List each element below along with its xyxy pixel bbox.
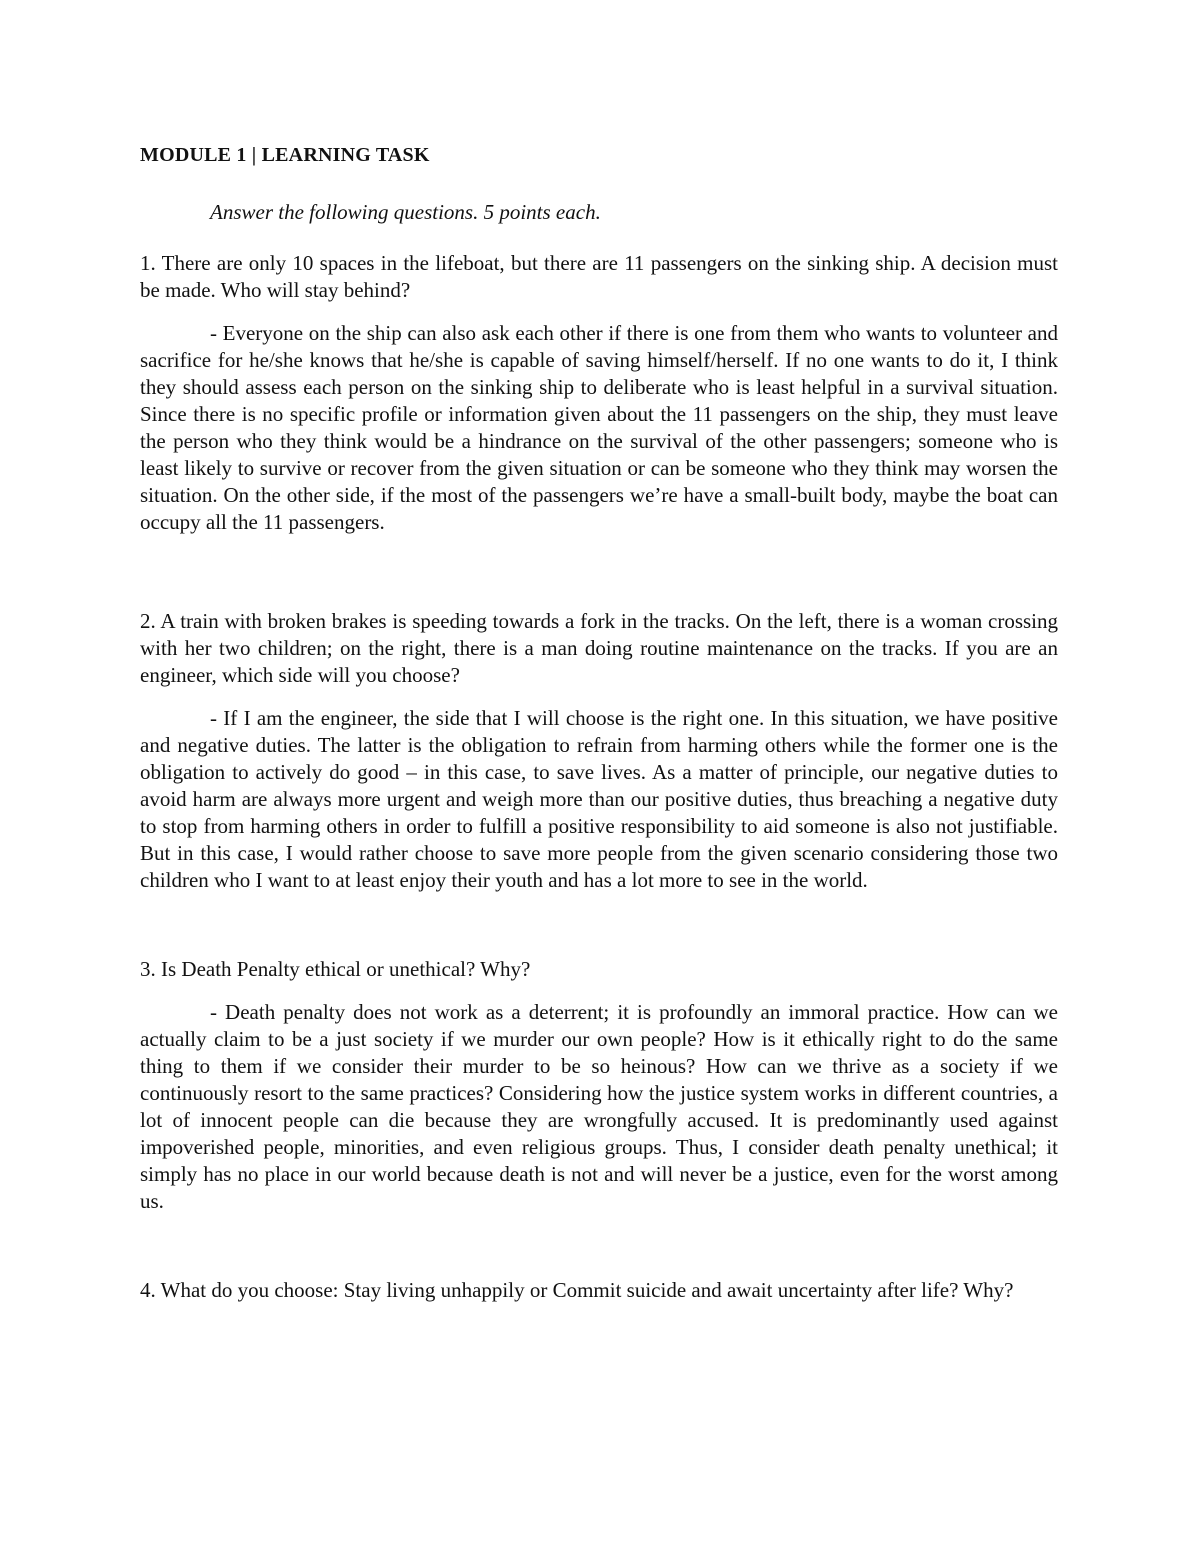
question-text: 1. There are only 10 spaces in the lifeboat, but there are 11 passengers on the sinking ship. A decision must be made. Who will stay behind? <box>140 251 1058 302</box>
answer-text: - If I am the engineer, the side that I will choose is the right one. In this situation, we have positive and negative duties. The latter is the obligation to refrain from harming others while the former one is the obligation to actively do good – in this case, to save lives. As a matter of principle, our negative duties to avoid harm are always more urgent and weigh more than our positive duties, thus breaching a negative duty to stop from harming others in order to fulfill a positive responsibility to aid someone is also not justifiable. But in this case, I would rather choose to save more people from the given scenario considering those two children who I want to at least enjoy their youth and has a lot more to see in the world. <box>140 706 1058 892</box>
question-block-3 <box>140 956 1058 1215</box>
question-text: 4. What do you choose: Stay living unhappily or Commit suicide and await uncertainty after life? Why? <box>140 1278 1014 1302</box>
question-text: 3. Is Death Penalty ethical or unethical? Why? <box>140 957 531 981</box>
question-block-2 <box>140 608 1058 894</box>
document-heading: MODULE 1 | LEARNING TASK <box>140 144 430 166</box>
question-block-1 <box>140 250 1058 536</box>
question-block-4 <box>140 1277 1058 1304</box>
answer-text: - Death penalty does not work as a deterrent; it is profoundly an immoral practice. How can we actually claim to be a just society if we murder our own people? How is it ethically right to do the same thing to them if we consider their murder to be so heinous? How can we thrive as a society if we continuously resort to the same practices? Considering how the justice system works in different countries, a lot of innocent people can die because they are wrongfully accused. It is predominantly used against impoverished people, minorities, and even religious groups. Thus, I consider death penalty unethical; it simply has no place in our world because death is not and will never be a justice, even for the worst among us. <box>140 1000 1058 1213</box>
instructions-text: Answer the following questions. 5 points each. <box>210 200 601 224</box>
answer-text: - Everyone on the ship can also ask each other if there is one from them who wants to volunteer and sacrifice for he/she knows that he/she is capable of saving himself/herself. If no one wants to do it, I think they should assess each person on the sinking ship to deliberate who is least helpful in a survival situation. Since there is no specific profile or information given about the 11 passengers on the ship, they must leave the person who they think would be a hindrance on the survival of the other passengers; someone who is least likely to survive or recover from the given situation or can be someone who they think may worsen the situation. On the other side, if the most of the passengers we’re have a small-built body, maybe the boat can occupy all the 11 passengers. <box>140 321 1058 534</box>
question-text: 2. A train with broken brakes is speeding towards a fork in the tracks. On the left, there is a woman crossing with her two children; on the right, there is a man doing routine maintenance on the tracks. If you are an engineer, which side will you choose? <box>140 609 1058 687</box>
document-page <box>140 142 1058 1304</box>
